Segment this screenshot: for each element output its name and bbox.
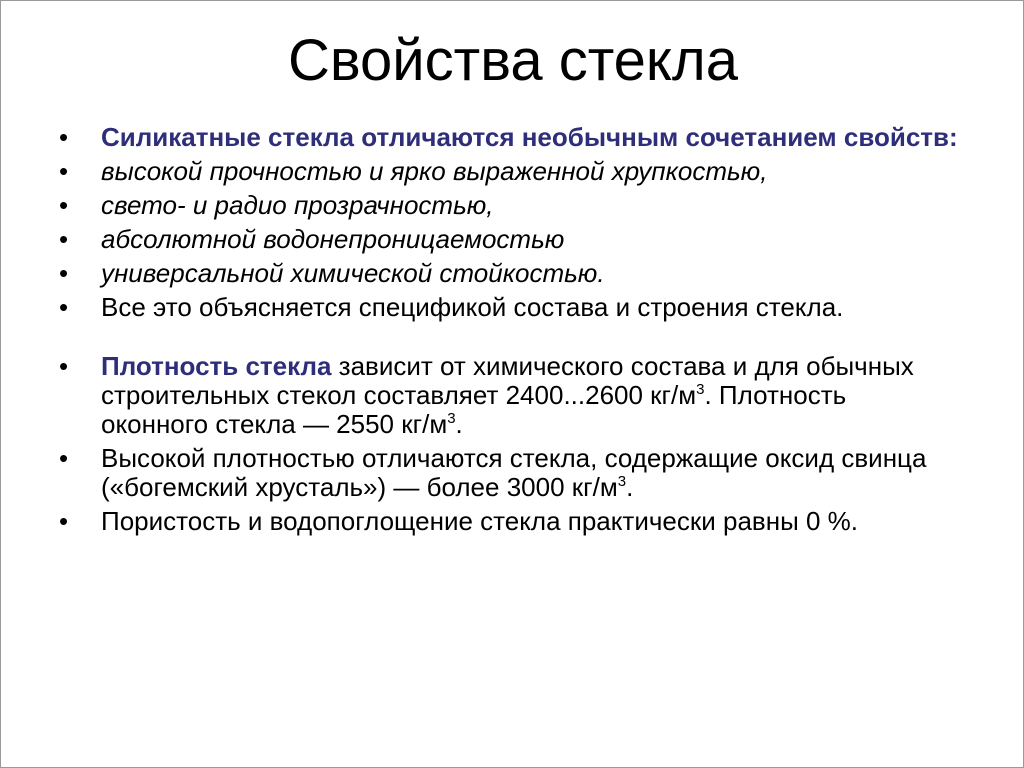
list-item: [59, 191, 959, 220]
property-text: абсолютной водонепроницаемостью: [101, 224, 565, 254]
lead-glass-text: Высокой плотностью отличаются стекла, содержащие оксид свинца («богемский хрусталь») — более 3000 кг/м: [101, 443, 927, 502]
density-text: . Плотность оконного стекла — 2550 кг/м: [101, 380, 847, 439]
bullet-icon: •: [59, 190, 69, 220]
bullet-icon: •: [59, 506, 69, 536]
density-text: .: [455, 409, 463, 439]
list-item: [59, 123, 959, 152]
bullet-list: [59, 123, 959, 541]
density-term: Плотность стекла: [101, 351, 332, 381]
property-text: свето- и радио прозрачностью,: [101, 190, 494, 220]
bullet-icon: •: [59, 443, 69, 473]
superscript: 3: [617, 473, 627, 490]
list-item: [59, 259, 959, 288]
lead-glass-text: .: [626, 472, 634, 502]
list-item: [59, 444, 959, 502]
property-text: универсальной химической стойкостью.: [101, 258, 605, 288]
porosity-text: Пористость и водопоглощение стекла практически равны 0 %.: [101, 506, 859, 536]
slide-title: Свойства стекла: [287, 28, 739, 93]
bullet-icon: •: [59, 258, 69, 288]
superscript: 3: [447, 410, 456, 427]
density-text: зависит от химического состава и для обычных строительных стекол составляет 2400...2600 кг/м: [101, 351, 914, 410]
list-item: [59, 293, 959, 322]
intro-text: Силикатные стекла отличаются необычным сочетанием свойств:: [101, 122, 958, 152]
bullet-icon: •: [59, 351, 69, 381]
list-item: [59, 225, 959, 254]
list-item: [59, 507, 959, 536]
bullet-icon: •: [59, 156, 69, 186]
bullet-icon: •: [59, 224, 69, 254]
property-text: высокой прочностью и ярко выраженной хрупкостью,: [101, 156, 768, 186]
list-item: [59, 157, 959, 186]
explanation-text: Все это объясняется спецификой состава и строения стекла.: [101, 292, 844, 322]
bullet-icon: •: [59, 292, 69, 322]
bullet-icon: •: [59, 122, 69, 152]
list-item: [59, 352, 959, 439]
superscript: 3: [696, 381, 705, 398]
